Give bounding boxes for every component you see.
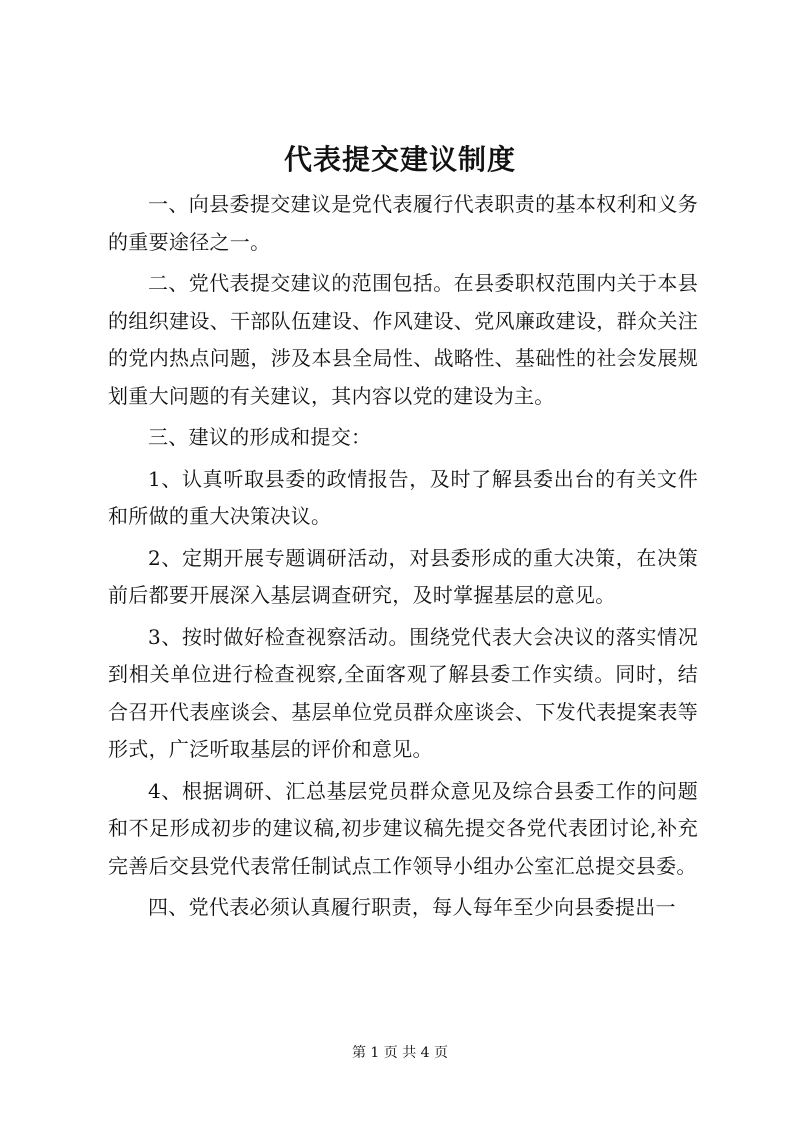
paragraph-4: 1、认真听取县委的政情报告，及时了解县委出台的有关文件和所做的重大决策决议。: [108, 466, 698, 528]
paragraph-3: 三、建议的形成和提交：: [148, 425, 372, 449]
document-title: 代表提交建议制度: [283, 143, 516, 176]
paragraph-7: 4、根据调研、汇总基层党员群众意见及综合县委工作的问题和不足形成初步的建议稿,初步建议稿先提交各党代表团讨论,补充完善后交县党代表常任制试点工作领导小组办公室汇总提交县委。: [108, 778, 698, 878]
paragraph-1: 一、向县委提交建议是党代表履行代表职责的基本权利和义务的重要途径之一。: [108, 192, 698, 254]
paragraph-8: 四、党代表必须认真履行职责，每人每年至少向县委提出一: [148, 895, 676, 919]
paragraph-2: 二、党代表提交建议的范围包括。在县委职权范围内关于本县的组织建设、干部队伍建设、作风建设、党风廉政建设，群众关注的党内热点问题，涉及本县全局性、战略性、基础性的社会发展规划重大问题的有关建议，其内容以党的建设为主。: [108, 271, 698, 408]
page-footer: 第 1 页 共 4 页: [351, 1045, 449, 1061]
document-body: [108, 186, 698, 931]
paragraph-6: 3、按时做好检查视察活动。围绕党代表大会决议的落实情况到相关单位进行检查视察,全面客观了解县委工作实绩。同时，结合召开代表座谈会、基层单位党员群众座谈会、下发代表提案表等形式，广泛听取基层的评价和意见。: [108, 624, 698, 761]
paragraph-5: 2、定期开展专题调研活动，对县委形成的重大决策，在决策前后都要开展深入基层调查研究，及时掌握基层的意见。: [108, 545, 698, 607]
